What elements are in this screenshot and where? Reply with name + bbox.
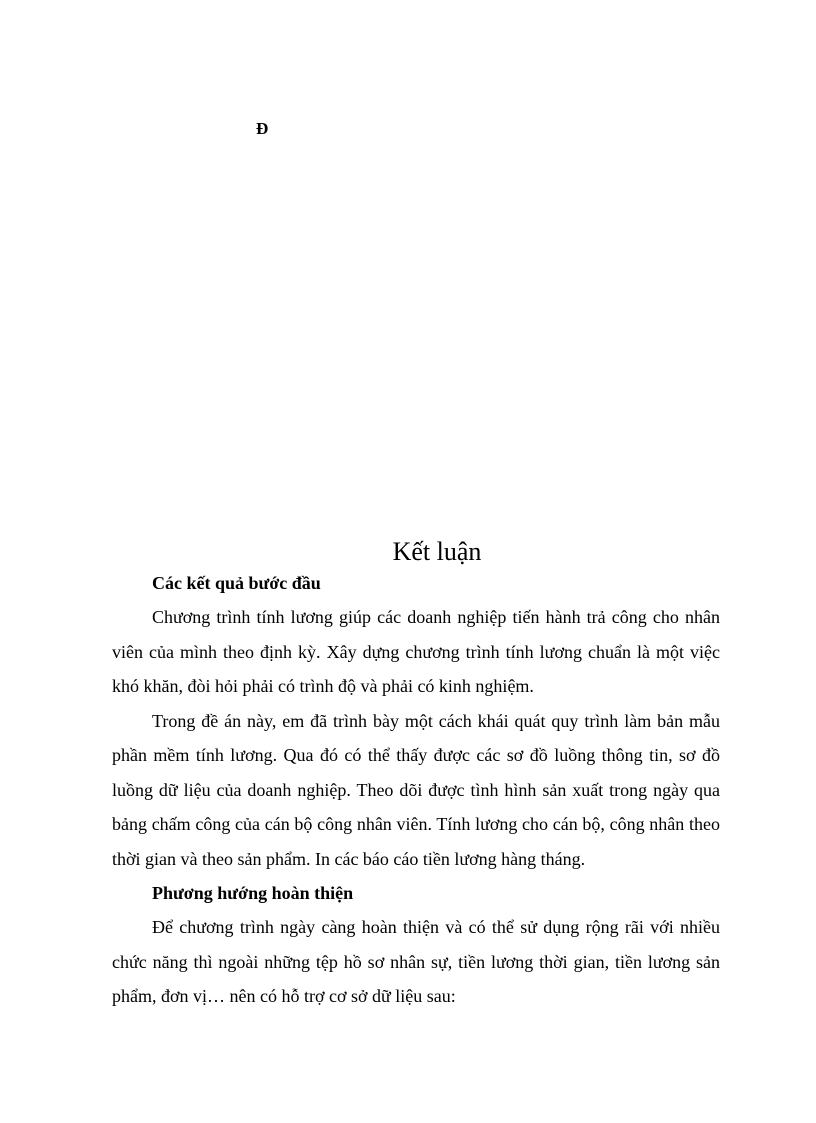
paragraph: Chương trình tính lương giúp các doanh nghiệp tiến hành trả công cho nhân viên của mình theo định kỳ. Xây dựng chương trình tính lương chuẩn là một việc khó khăn, đòi hỏi phải có trình độ và phải có kinh nghiệm. <box>112 607 720 696</box>
stray-character: Đ <box>256 119 269 138</box>
section-initial-results <box>112 566 720 876</box>
page-title: Kết luận <box>392 537 482 567</box>
paragraph: Để chương trình ngày càng hoàn thiện và có thể sử dụng rộng rãi với nhiều chức năng thì ngoài những tệp hồ sơ nhân sự, tiền lương thời gian, tiền lương sản phẩm, đơn vị… nên có hỗ trợ cơ sở dữ liệu sau: <box>112 917 720 1006</box>
section-heading: Phương hướng hoàn thiện <box>152 883 354 903</box>
section-improvement-direction <box>112 876 720 1014</box>
document-body <box>112 566 720 1014</box>
paragraph: Trong đề án này, em đã trình bày một cách khái quát quy trình làm bản mẫu phần mềm tính lương. Qua đó có thể thấy được các sơ đồ luồng thông tin, sơ đồ luồng dữ liệu của doanh nghiệp. Theo dõi được tình hình sản xuất trong ngày qua bảng chấm công của cán bộ công nhân viên. Tính lương cho cán bộ, công nhân theo thời gian và theo sản phẩm. In các báo cáo tiền lương hàng tháng. <box>112 710 720 869</box>
section-heading: Các kết quả bước đầu <box>152 573 321 593</box>
